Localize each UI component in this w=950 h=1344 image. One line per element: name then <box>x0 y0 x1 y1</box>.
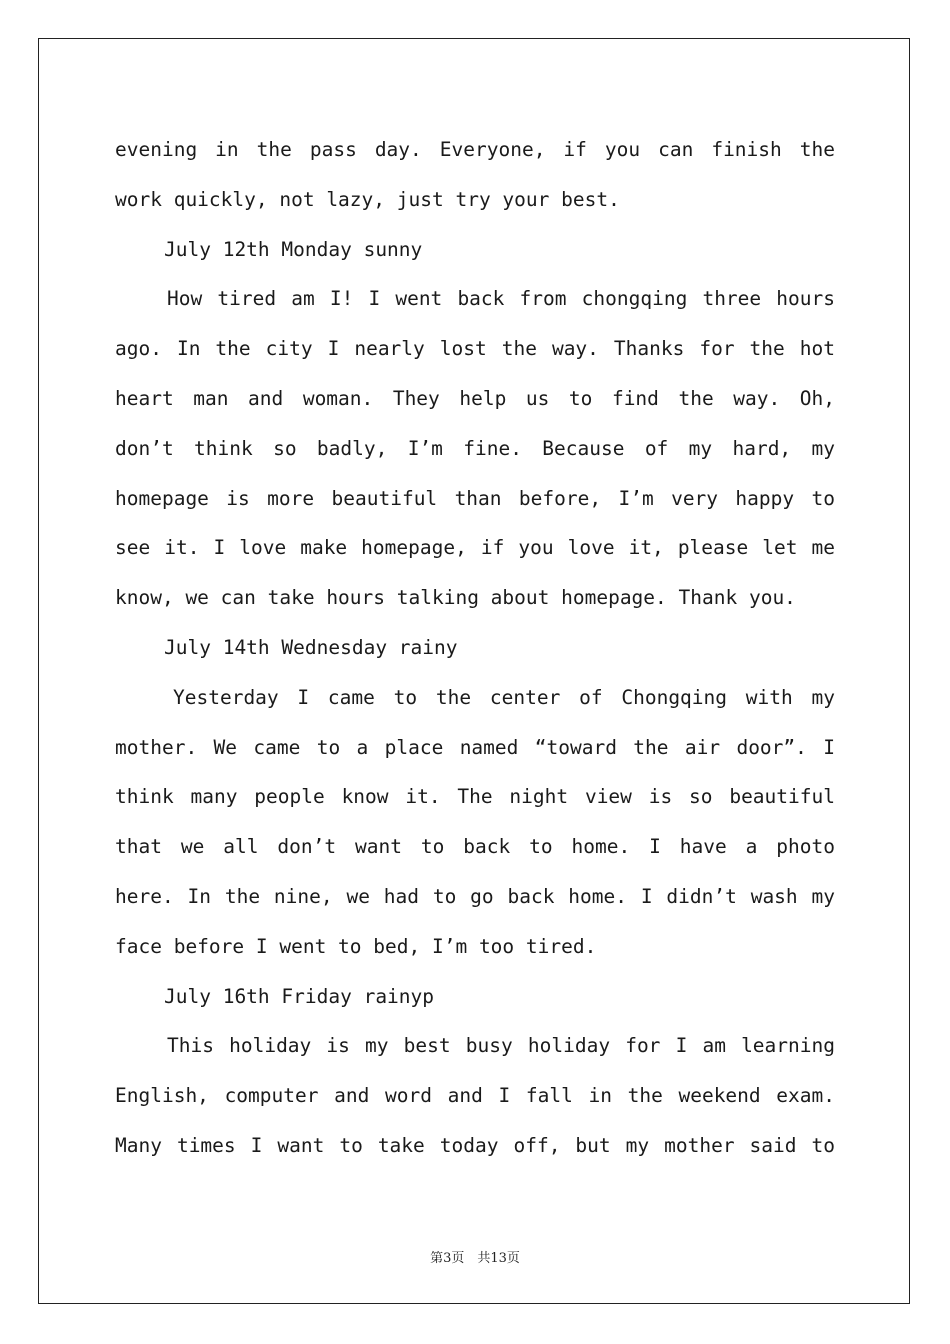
text-line: here. In the nine, we had to go back home. I didn’t wash my <box>115 884 835 908</box>
diary-date-heading: July 16th Friday rainyp <box>164 984 435 1008</box>
text-line: work quickly, not lazy, just try your best. <box>115 187 620 211</box>
text-line: This holiday is my best busy holiday for I am learning <box>167 1034 835 1058</box>
text-line: mother. We came to a place named “toward the air door”. I <box>115 735 835 759</box>
text-line: Many times I want to take today off, but my mother said to <box>115 1133 835 1157</box>
text-line: homepage is more beautiful than before, I’m very happy to <box>115 486 835 510</box>
text-line: think many people know it. The night view is so beautiful <box>115 785 835 809</box>
text-line: see it. I love make homepage, if you love it, please let me <box>115 536 835 560</box>
text-line: How tired am I! I went back from chongqing three hours <box>167 287 835 311</box>
diary-date-heading: July 14th Wednesday rainy <box>164 635 458 659</box>
text-line: know, we can take hours talking about homepage. Thank you. <box>115 586 796 610</box>
text-line: don’t think so badly, I’m fine. Because of my hard, my <box>115 436 835 460</box>
text-line: heart man and woman. They help us to find the way. Oh, <box>115 386 835 410</box>
diary-date-heading: July 12th Monday sunny <box>164 237 423 261</box>
text-line: that we all don’t want to back to home. I have a photo <box>115 835 835 859</box>
text-line: face before I went to bed, I’m too tired. <box>115 934 597 958</box>
document-body <box>115 125 835 1171</box>
text-line: evening in the pass day. Everyone, if you can finish the <box>115 138 835 161</box>
text-line: English, computer and word and I fall in the weekend exam. <box>115 1084 835 1108</box>
page-number-footer: 第3页 共13页 <box>430 1251 520 1266</box>
text-line: ago. In the city I nearly lost the way. Thanks for the hot <box>115 337 835 361</box>
text-line: Yesterday I came to the center of Chongqing with my <box>173 685 835 709</box>
